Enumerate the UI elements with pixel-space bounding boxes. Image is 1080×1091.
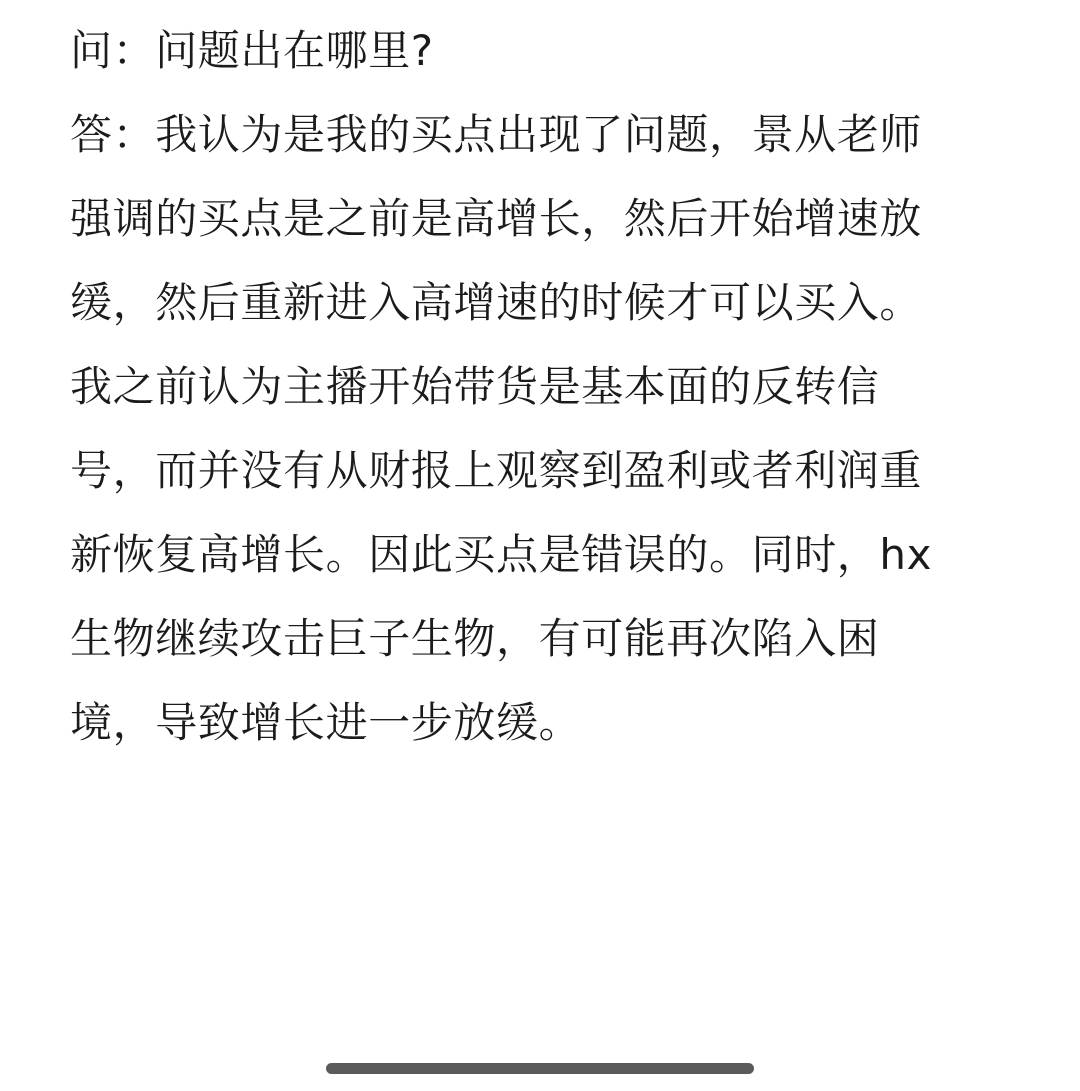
answer-line: 境，导致增长进一步放缓。 <box>70 698 582 747</box>
answer-line: 新恢复高增长。因此买点是错误的。同时，hx <box>70 530 933 579</box>
answer-line: 生物继续攻击巨子生物，有可能再次陷入困 <box>70 614 880 663</box>
answer-line: 强调的买点是之前是高增长，然后开始增速放 <box>70 194 923 243</box>
answer-line: 号，而并没有从财报上观察到盈利或者利润重 <box>70 446 923 495</box>
question-line: 问：问题出在哪里? <box>70 26 434 75</box>
home-indicator-bar[interactable] <box>326 1063 754 1074</box>
answer-line: 答：我认为是我的买点出现了问题，景从老师 <box>70 110 923 159</box>
answer-line: 我之前认为主播开始带货是基本面的反转信 <box>70 362 880 411</box>
qa-text-block <box>70 9 1030 765</box>
answer-line: 缓，然后重新进入高增速的时候才可以买入。 <box>70 278 923 327</box>
